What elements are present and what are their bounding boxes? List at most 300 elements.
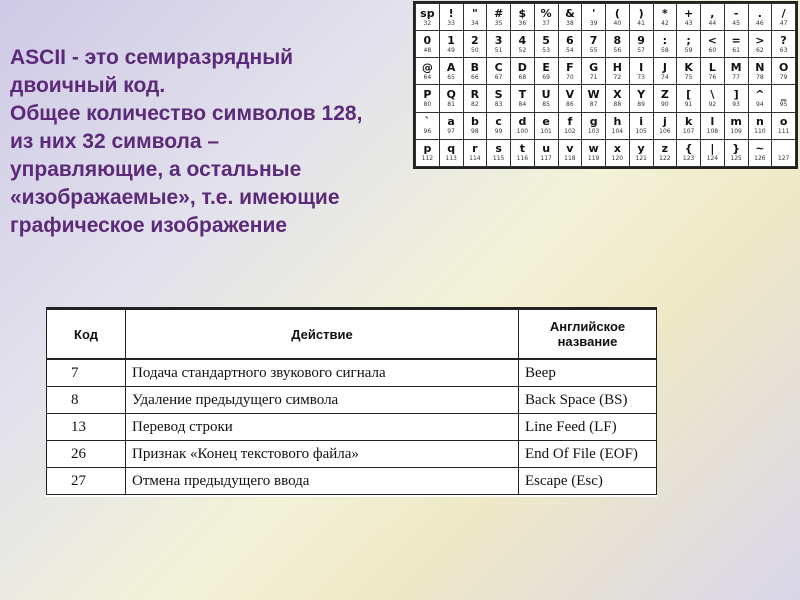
ascii-code: 96 [423, 128, 432, 136]
ascii-char: j [662, 115, 667, 129]
ascii-cell [463, 58, 487, 85]
ascii-char: I [639, 60, 644, 74]
ascii-cell [416, 4, 440, 31]
cell-code: 8 [47, 387, 126, 414]
ascii-code: 32 [423, 19, 432, 27]
ascii-char: c [495, 115, 502, 129]
ascii-char: D [517, 60, 527, 74]
description-line: графическое изображение [10, 214, 288, 237]
ascii-code: 86 [566, 101, 574, 109]
ascii-code: 113 [445, 155, 457, 163]
ascii-code: 33 [447, 19, 455, 27]
table-row [47, 414, 657, 441]
ascii-cell [629, 4, 653, 31]
ascii-char: { [684, 142, 693, 156]
ascii-cell [677, 58, 701, 85]
ascii-char: s [495, 142, 502, 156]
ascii-code: 95 [779, 101, 788, 109]
ascii-row [416, 85, 796, 112]
ascii-cell [629, 139, 653, 166]
slide-description [10, 44, 410, 240]
ascii-table-image [413, 1, 798, 169]
ascii-cell [439, 85, 463, 112]
ascii-cell [558, 85, 582, 112]
cell-code: 7 [47, 359, 126, 387]
ascii-char: ' [591, 6, 596, 20]
ascii-row [416, 139, 796, 166]
ascii-code: 56 [613, 46, 622, 54]
ascii-code: 115 [492, 155, 505, 163]
ascii-cell [724, 112, 748, 139]
ascii-cell [748, 112, 772, 139]
ascii-char: k [684, 115, 693, 129]
ascii-code: 80 [423, 101, 432, 109]
ascii-code: 46 [756, 19, 764, 27]
ascii-code: 74 [661, 73, 669, 81]
ascii-char: 6 [566, 33, 574, 47]
ascii-code: 90 [661, 101, 669, 109]
ascii-code: 97 [447, 128, 455, 136]
ascii-cell [748, 85, 772, 112]
ascii-code: 100 [516, 128, 529, 136]
ascii-char: 7 [589, 33, 598, 47]
ascii-code: 59 [684, 46, 693, 54]
ascii-cell [701, 112, 725, 139]
ascii-code: 103 [587, 128, 600, 136]
ascii-code: 35 [494, 19, 503, 27]
ascii-char: J [662, 60, 667, 74]
ascii-char: E [542, 60, 550, 74]
ascii-code: 65 [447, 73, 455, 81]
ascii-cell [534, 31, 558, 58]
ascii-cell [701, 139, 725, 166]
ascii-cell [772, 112, 796, 139]
ascii-code: 110 [754, 128, 766, 136]
cell-code: 26 [47, 441, 126, 468]
ascii-cell [724, 4, 748, 31]
ascii-code: 40 [613, 19, 622, 27]
ascii-char: o [779, 115, 788, 129]
ascii-row [416, 31, 796, 58]
ascii-cell [416, 58, 440, 85]
ascii-char: U [541, 88, 551, 102]
ascii-char: ( [614, 6, 620, 20]
ascii-code: 61 [732, 46, 740, 54]
ascii-code: 58 [661, 46, 669, 54]
ascii-code: 121 [635, 155, 647, 163]
ascii-cell [439, 139, 463, 166]
ascii-char: S [494, 88, 503, 102]
ascii-char: G [589, 60, 599, 74]
ascii-char: v [566, 142, 574, 156]
ascii-char: e [542, 115, 550, 129]
ascii-char: p [423, 142, 432, 156]
control-codes-table [46, 307, 657, 495]
ascii-cell [653, 139, 677, 166]
ascii-code: 64 [423, 73, 432, 81]
ascii-row [416, 112, 796, 139]
ascii-char: , [710, 6, 715, 20]
ascii-char: > [755, 33, 765, 47]
ascii-char: 3 [494, 33, 503, 47]
ascii-code: 104 [611, 128, 624, 136]
ascii-code: 114 [469, 155, 481, 163]
description-line: из них 32 символа – [10, 130, 220, 153]
ascii-code: 99 [494, 128, 503, 136]
ascii-code: 83 [494, 101, 503, 109]
ascii-code: 51 [494, 46, 503, 54]
ascii-code: 102 [564, 128, 576, 136]
ascii-code: 39 [589, 19, 598, 27]
ascii-cell [772, 139, 796, 166]
ascii-code: 70 [566, 73, 574, 81]
ascii-cell [724, 85, 748, 112]
table-row [47, 468, 657, 495]
ascii-code: 34 [471, 19, 479, 27]
ascii-char: A [446, 60, 456, 74]
ascii-char: W [587, 88, 600, 102]
ascii-char: F [566, 60, 574, 74]
ascii-char: # [494, 6, 504, 20]
description-line: «изображаемые», т.е. имеющие [10, 186, 340, 209]
ascii-code: 71 [589, 73, 598, 81]
cell-english-name: End Of File (EOF) [519, 441, 657, 468]
ascii-cell [534, 58, 558, 85]
ascii-code: 93 [732, 101, 740, 109]
ascii-cell [487, 139, 511, 166]
ascii-code: 81 [447, 101, 455, 109]
ascii-code: 101 [540, 128, 552, 136]
ascii-cell [724, 58, 748, 85]
ascii-row [416, 58, 796, 85]
control-table-header-row [47, 309, 657, 360]
ascii-code: 53 [542, 46, 550, 54]
ascii-char: ] [733, 88, 739, 102]
ascii-cell [534, 4, 558, 31]
ascii-cell [487, 31, 511, 58]
ascii-cell [606, 139, 630, 166]
ascii-char: H [612, 60, 622, 74]
ascii-char: \ [710, 88, 715, 102]
ascii-cell [701, 58, 725, 85]
ascii-code: 50 [471, 46, 479, 54]
ascii-code: 63 [779, 46, 788, 54]
ascii-code: 77 [732, 73, 740, 81]
ascii-char: x [613, 142, 621, 156]
ascii-cell [629, 112, 653, 139]
ascii-cell [701, 31, 725, 58]
ascii-cell [582, 4, 606, 31]
cell-action: Перевод строки [126, 414, 519, 441]
ascii-code: 116 [516, 155, 529, 163]
ascii-code: 37 [542, 19, 550, 27]
ascii-code: 82 [471, 101, 479, 109]
ascii-code: 41 [637, 19, 645, 27]
ascii-cell [653, 112, 677, 139]
ascii-char: u [542, 142, 551, 156]
ascii-cell [629, 85, 653, 112]
ascii-char: - [733, 6, 739, 20]
ascii-char: L [708, 60, 716, 74]
cell-code: 27 [47, 468, 126, 495]
ascii-cell [439, 58, 463, 85]
cell-code: 13 [47, 414, 126, 441]
ascii-cell [463, 4, 487, 31]
description-line: двоичный код. [10, 74, 166, 97]
ascii-code: 120 [611, 155, 624, 163]
ascii-char: y [637, 142, 645, 156]
table-row [47, 441, 657, 468]
ascii-char: ! [448, 6, 454, 20]
ascii-cell [534, 85, 558, 112]
ascii-cell [653, 85, 677, 112]
ascii-code: 105 [635, 128, 647, 136]
ascii-char: @ [421, 60, 433, 74]
ascii-cell [748, 31, 772, 58]
ascii-cell [416, 85, 440, 112]
ascii-char: n [755, 115, 764, 129]
ascii-cell [701, 85, 725, 112]
ascii-char: K [684, 60, 693, 74]
ascii-code: 38 [566, 19, 574, 27]
ascii-char: 1 [447, 33, 455, 47]
ascii-cell [582, 31, 606, 58]
ascii-code: 62 [756, 46, 764, 54]
ascii-code: 66 [471, 73, 479, 81]
ascii-code: 54 [566, 46, 574, 54]
ascii-cell [439, 31, 463, 58]
ascii-code: 36 [518, 19, 527, 27]
ascii-cell [582, 112, 606, 139]
ascii-char: ~ [755, 142, 765, 156]
ascii-char: d [518, 115, 527, 129]
ascii-cell [511, 31, 535, 58]
ascii-cell [748, 139, 772, 166]
ascii-code: 76 [708, 73, 717, 81]
ascii-code: 111 [777, 128, 790, 136]
ascii-char: $ [518, 6, 527, 20]
ascii-cell [463, 85, 487, 112]
ascii-code: 123 [682, 155, 695, 163]
ascii-code: 89 [637, 101, 645, 109]
ascii-code: 92 [708, 101, 717, 109]
ascii-code: 67 [494, 73, 503, 81]
table-row [47, 359, 657, 387]
ascii-cell [582, 85, 606, 112]
ascii-cell [463, 112, 487, 139]
ascii-cell [582, 139, 606, 166]
ascii-char: P [423, 88, 432, 102]
ascii-char: . [757, 6, 762, 20]
ascii-cell [558, 4, 582, 31]
ascii-table [415, 3, 796, 167]
ascii-cell [487, 85, 511, 112]
ascii-cell [487, 112, 511, 139]
ascii-char: m [730, 115, 742, 129]
cell-action: Признак «Конец текстового файла» [126, 441, 519, 468]
cell-action: Удаление предыдущего символа [126, 387, 519, 414]
ascii-code: 79 [779, 73, 788, 81]
ascii-cell [606, 4, 630, 31]
ascii-char: R [470, 88, 480, 102]
cell-english-name: Back Space (BS) [519, 387, 657, 414]
ascii-cell [701, 4, 725, 31]
ascii-code: 106 [659, 128, 671, 136]
ascii-cell [582, 58, 606, 85]
ascii-cell [511, 139, 535, 166]
ascii-char: M [730, 60, 742, 74]
description-line: управляющие, а остальные [10, 158, 302, 181]
ascii-code: 94 [756, 101, 764, 109]
ascii-code: 60 [708, 46, 717, 54]
ascii-code: 42 [661, 19, 669, 27]
ascii-cell [772, 31, 796, 58]
ascii-char: N [755, 60, 765, 74]
ascii-cell [629, 31, 653, 58]
ascii-code: 69 [542, 73, 550, 81]
ascii-cell [511, 85, 535, 112]
ascii-char: V [565, 88, 575, 102]
ascii-cell [653, 31, 677, 58]
ascii-char: 8 [613, 33, 622, 47]
ascii-char: t [519, 142, 525, 156]
ascii-code: 44 [708, 19, 717, 27]
ascii-code: 112 [421, 155, 434, 163]
ascii-cell [606, 85, 630, 112]
ascii-cell [439, 4, 463, 31]
ascii-char: 4 [518, 33, 527, 47]
ascii-char: q [447, 142, 456, 156]
ascii-char: = [731, 33, 741, 47]
ascii-char: l [710, 115, 715, 129]
ascii-cell [511, 4, 535, 31]
ascii-char: sp [420, 6, 435, 20]
ascii-cell [606, 31, 630, 58]
description-line: ASCII - это семиразрядный [10, 46, 294, 69]
ascii-code: 75 [684, 73, 693, 81]
ascii-char: Z [660, 88, 669, 102]
ascii-cell [772, 58, 796, 85]
ascii-char: r [472, 142, 478, 156]
ascii-code: 87 [589, 101, 598, 109]
cell-english-name: Escape (Esc) [519, 468, 657, 495]
ascii-cell [748, 58, 772, 85]
ascii-code: 43 [684, 19, 693, 27]
ascii-code: 72 [613, 73, 622, 81]
ascii-char: f [567, 115, 573, 129]
ascii-char: ) [638, 6, 644, 20]
ascii-char: ; [686, 33, 691, 47]
ascii-code: 117 [540, 155, 552, 163]
ascii-char: [ [686, 88, 692, 102]
ascii-code: 78 [756, 73, 764, 81]
ascii-cell [772, 85, 796, 112]
ascii-cell [629, 58, 653, 85]
ascii-code: 45 [732, 19, 740, 27]
ascii-char: ^ [755, 88, 765, 102]
ascii-code: 126 [754, 155, 766, 163]
cell-action: Подача стандартного звукового сигнала [126, 359, 519, 387]
ascii-char: 0 [423, 33, 432, 47]
ascii-code: 124 [706, 155, 719, 163]
cell-english-name: Line Feed (LF) [519, 414, 657, 441]
ascii-char: < [707, 33, 717, 47]
ascii-char: 5 [542, 33, 550, 47]
ascii-code: 85 [542, 101, 550, 109]
ascii-char: " [472, 6, 478, 20]
ascii-code: 73 [637, 73, 645, 81]
ascii-cell [748, 4, 772, 31]
ascii-cell [724, 139, 748, 166]
ascii-char: w [588, 142, 599, 156]
ascii-code: 98 [471, 128, 479, 136]
ascii-char: T [518, 88, 527, 102]
ascii-code: 57 [637, 46, 645, 54]
ascii-char [772, 143, 795, 155]
ascii-cell [677, 85, 701, 112]
ascii-cell [558, 139, 582, 166]
ascii-char: a [447, 115, 455, 129]
ascii-char: Q [446, 88, 456, 102]
ascii-code: 68 [518, 73, 527, 81]
ascii-cell [724, 31, 748, 58]
table-row [47, 387, 657, 414]
ascii-cell [463, 31, 487, 58]
ascii-code: 109 [730, 128, 742, 136]
ascii-cell [558, 58, 582, 85]
ascii-cell [677, 4, 701, 31]
ascii-char: 9 [637, 33, 645, 47]
ascii-code: 127 [777, 155, 790, 163]
ascii-char: C [494, 60, 503, 74]
ascii-char: / [781, 6, 786, 20]
ascii-code: 125 [730, 155, 742, 163]
cell-english-name: Beep [519, 359, 657, 387]
ascii-row [416, 4, 796, 31]
ascii-cell [534, 139, 558, 166]
ascii-code: 55 [589, 46, 598, 54]
ascii-cell [677, 139, 701, 166]
ascii-char: | [710, 142, 715, 156]
ascii-cell [416, 139, 440, 166]
ascii-cell [653, 4, 677, 31]
header-code: Код [47, 309, 126, 360]
ascii-code: 49 [447, 46, 455, 54]
ascii-code: 119 [587, 155, 600, 163]
ascii-code: 47 [779, 19, 788, 27]
ascii-cell [511, 58, 535, 85]
header-action: Действие [126, 309, 519, 360]
ascii-char: Y [637, 88, 646, 102]
ascii-code: 122 [659, 155, 671, 163]
ascii-char: ` [424, 115, 431, 129]
ascii-cell [439, 112, 463, 139]
ascii-char: _ [780, 88, 787, 102]
ascii-code: 52 [518, 46, 527, 54]
ascii-char: h [613, 115, 622, 129]
control-codes-table-container [46, 307, 657, 497]
ascii-code: 108 [706, 128, 719, 136]
ascii-char: X [613, 88, 622, 102]
ascii-char: * [661, 6, 668, 20]
ascii-code: 48 [423, 46, 432, 54]
ascii-char: i [639, 115, 644, 129]
header-english-name: Английское название [519, 309, 657, 360]
ascii-cell [558, 112, 582, 139]
ascii-cell [677, 31, 701, 58]
ascii-char: z [661, 142, 669, 156]
ascii-code: 118 [564, 155, 576, 163]
